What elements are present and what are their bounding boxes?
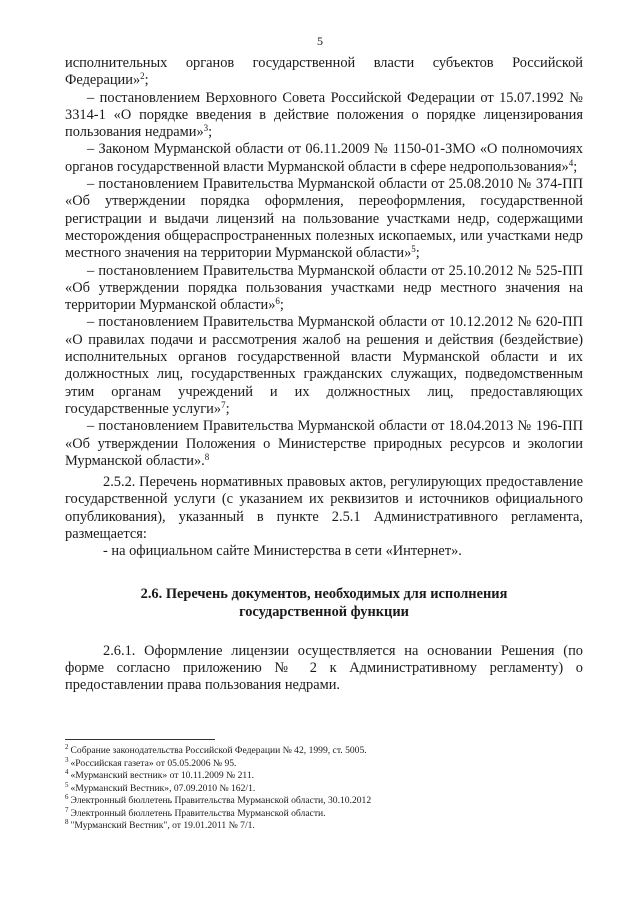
paragraph-supreme-council: – постановлением Верховного Совета Российской Федерации от 15.07.1992 № 3314-1 «О порядке введения в действие положения о порядке лицензирования пользования недрами»$^3$; [65, 89, 583, 141]
paragraph-official-site: - на официальном сайте Министерства в сети «Интернет». [103, 543, 462, 560]
paragraph-2-5-2: 2.5.2. Перечень нормативных правовых актов, регулирующих предоставление государственной услуги (с указанием их реквизитов и источников официального опубликования), указанный в пункте 2.5.1 Административного регламента, размещается: [65, 474, 583, 543]
paragraph-resolution-196: – постановлением Правительства Мурманской области от 18.04.2013 № 196-ПП «Об утверждении Положения о Министерстве природных ресурсов и экологии Мурманской области».$^8$ [65, 418, 583, 469]
paragraph-2-6-1: 2.6.1. Оформление лицензии осуществляется на основании Решения (по форме согласно приложению № 2 к Административному регламенту) о предоставлении права пользования недрами. [65, 642, 583, 694]
footnote-5: $^5$ «Мурманский Вестник», 07.09.2010 № 162/1. [65, 780, 256, 794]
page-number: 5 [317, 34, 323, 48]
paragraph-resolution-620: – постановлением Правительства Мурманской области от 10.12.2012 № 620-ПП «О правилах подачи и рассмотрения жалоб на решения и действия (бездействие) исполнительных органов государственной власти Мурманской области и их должностных лиц, государственных гражданских служащих, подведомственным этим органам учреждений и их должностных лиц, предоставляющих государственные услуги»$^7$; [65, 314, 583, 417]
footnote-ref: 7 [221, 399, 226, 410]
footnote-ref: 2 [140, 71, 145, 82]
footnote-8: $^8$ "Мурманский Вестник", от 19.01.2011 № 7/1. [65, 818, 255, 831]
heading-line-1: 2.6. Перечень документов, необходимых для исполнения [140, 585, 508, 602]
paragraph-murmansk-law: – Законом Мурманской области от 06.11.2009 № 1150-01-ЗМО «О полномочиях органов государственной власти Мурманской области в сфере недропользования»$^4$; [65, 141, 583, 175]
footnote-ref: 8 [204, 451, 210, 462]
footnote-4: $^4$ «Мурманский вестник» от 10.11.2009 № 211. [65, 768, 255, 781]
footnote-divider [65, 739, 215, 740]
footnote-ref: 5 [411, 244, 416, 255]
paragraph-federation-authorities: исполнительных органов государственной власти субъектов Российской Федерации»$^2$; [65, 55, 583, 89]
footnote-ref: 3 [203, 123, 209, 134]
footnotes [65, 739, 583, 833]
footnote-7: $^7$ Электронный бюллетень Правительства Мурманской области. [65, 805, 326, 819]
paragraph-resolution-374: – постановлением Правительства Мурманской области от 25.08.2010 № 374-ПП «Об утверждении порядка оформления, переоформления, государственной регистрации и выдачи лицензий на пользование участками недр, содержащими месторождения общераспространенных полезных ископаемых, или участками недр местного значения на территории Мурманской области»$^5$; [65, 176, 583, 262]
document-body [65, 55, 583, 695]
heading-line-2: государственной функции [239, 603, 409, 620]
footnote-3: $^3$ «Российская газета» от 05.05.2006 № 95. [65, 755, 237, 769]
paragraph-resolution-525: – постановлением Правительства Мурманской области от 25.10.2012 № 525-ПП «Об утверждении порядка пользования участками недр местного значения на территории Мурманской области»$^6$; [65, 262, 583, 314]
footnote-2: $^2$ Собрание законодательства Российской Федерации № 42, 1999, ст. 5005. [65, 743, 367, 756]
footnote-ref: 6 [275, 296, 280, 307]
footnote-6: $^6$ Электронный бюллетень Правительства Мурманской области, 30.10.2012 [65, 793, 372, 806]
footnote-ref: 4 [568, 157, 574, 168]
section-heading-2-6 [65, 585, 583, 621]
